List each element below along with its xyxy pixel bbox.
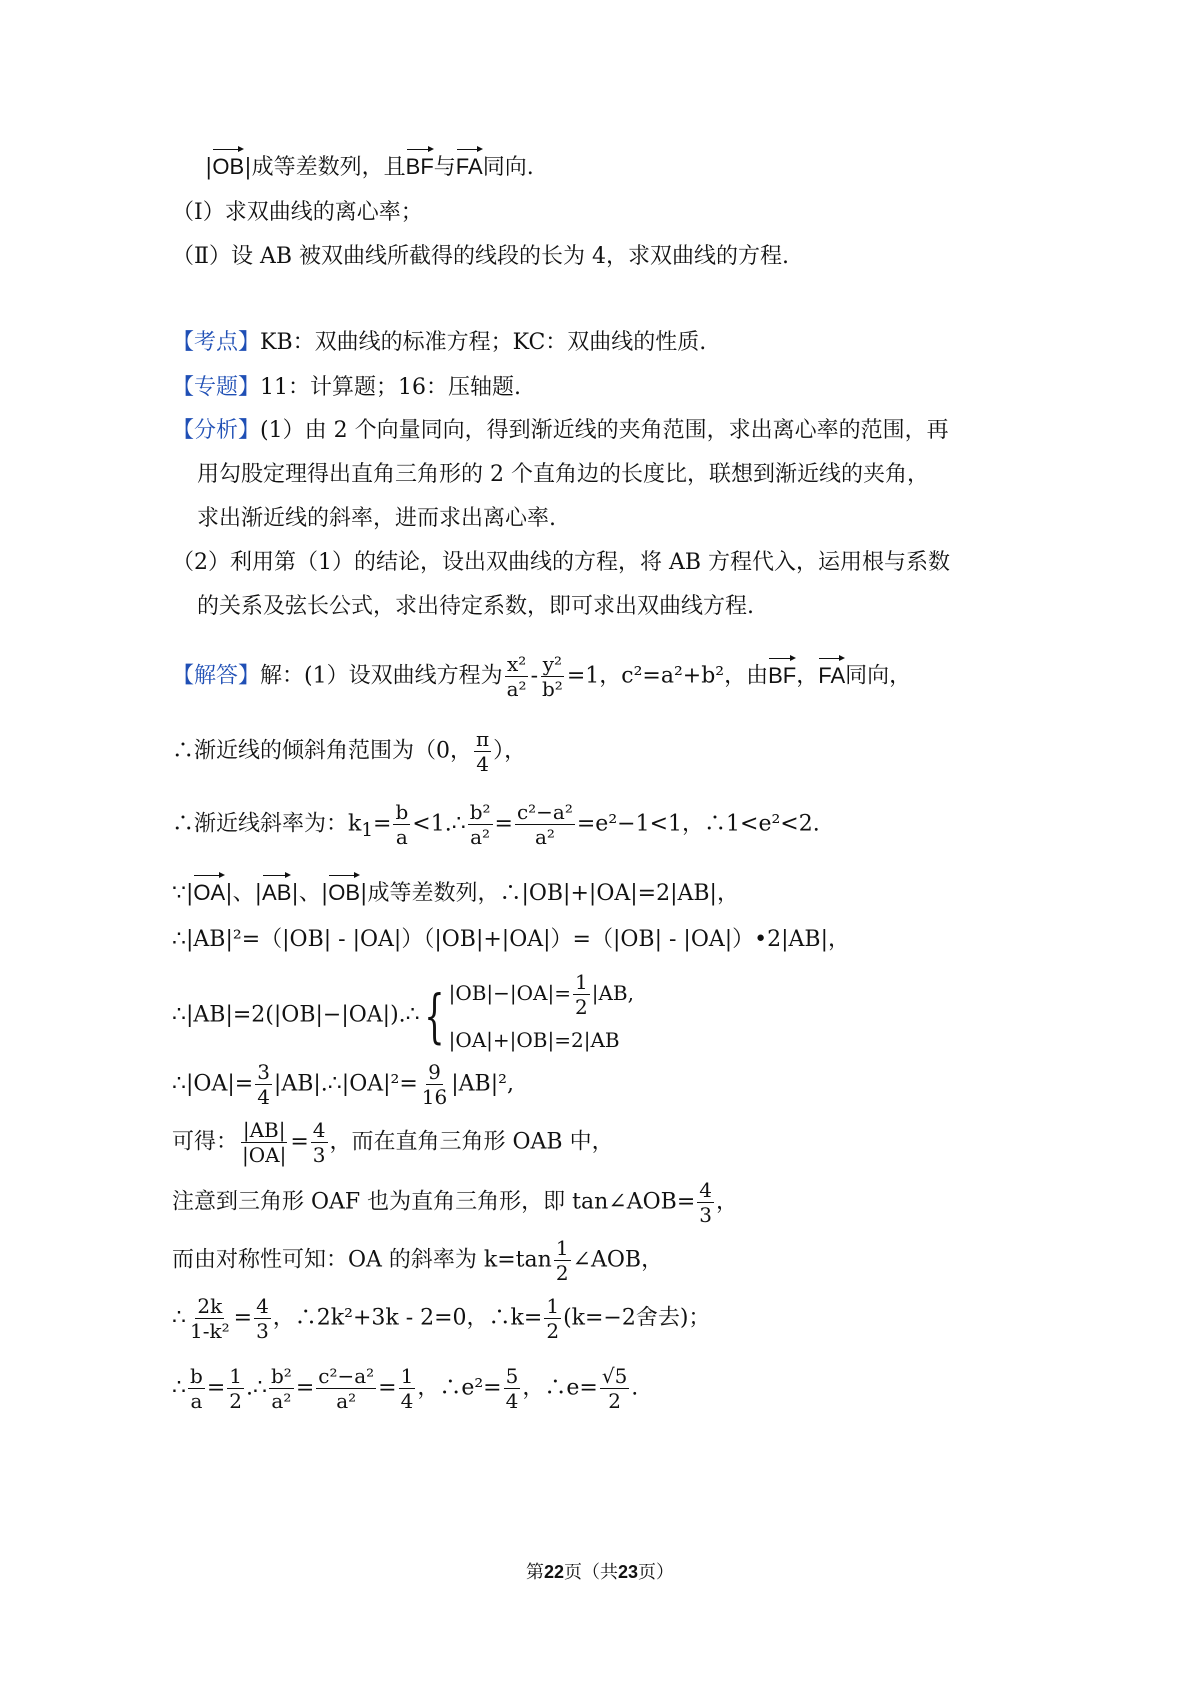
footer-mid: 页（共 <box>564 1562 618 1583</box>
jieda-tag: 【解答】 <box>172 663 261 689</box>
footer-pre: 第 <box>525 1562 544 1583</box>
jieda-line-9: 注意到三角形 OAF 也为直角三角形，即 tan∠AOB= $\frac{4}{3}$ ， <box>172 1178 739 1227</box>
fenxi-p2-line1: （2）利用第（1）的结论，设出双曲线的方程，将 AB 方程代入，运用根与系数 <box>172 550 951 575</box>
problem-part-2: （Ⅱ）设 AB 被双曲线所截得的线段的长为 4，求双曲线的方程. <box>172 244 789 269</box>
jieda-line-2: ∴渐近线的倾斜角范围为（0， $\frac{\pi}{4}$ ）， <box>172 727 527 776</box>
problem-part-1: （Ⅰ）求双曲线的离心率； <box>172 200 423 225</box>
jieda-line-11: ∴ $\frac{2k}{\text{1-k²}}$ = $\frac{4}{3}$ ，∴2k²+3k - 2=0，∴k= $\frac{1}{2}$ (k=−2舍去)； <box>172 1294 711 1343</box>
kaodian-text: KB：双曲线的标准方程；KC：双曲线的性质. <box>260 330 707 355</box>
fenxi-p1-line3: 求出渐近线的斜率，进而求出离心率. <box>197 506 556 531</box>
jieda-line-5: ∴|AB|²=（|OB| - |OA|）（|OB|+|OA|）=（|OB| - |OA|）•2|AB|， <box>172 927 851 952</box>
problem-line-1: |OB|成等差数列，且BF与FA同向. <box>205 148 534 183</box>
footer-page-number: 22 <box>543 1562 564 1582</box>
fenxi-tag: 【分析】 <box>172 418 261 443</box>
jieda-line-8: 可得： $\frac{|AB|}{|OA|}$ = $\frac{4}{3}$ ，而在直角三角形 OAB 中， <box>172 1118 614 1167</box>
zhuanti-text: 11：计算题；16：压轴题. <box>260 375 521 400</box>
zhuanti-tag: 【专题】 <box>172 375 261 400</box>
jieda-line-6: ∴|AB|=2(|OB|−|OA|).∴{ |OB|−|OA|= $\frac{1}{2}$ |AB, |OA|+|OB|=2|AB <box>172 970 634 1052</box>
jieda-line-3: ∴渐近线斜率为：$k_1=$ $\frac{b}{a}$ <1.∴ $\frac{\text{b²}}{\text{a²}}$ = $\frac{\text{c²−a²}}{\text{a²}}$ =e²−1<1，∴1<e²<2. <box>172 800 820 849</box>
jieda-line-12: ∴ $\frac{b}{a}$ = $\frac{1}{2}$ .∴ $\frac{\text{b²}}{\text{a²}}$ = $\frac{\text{c²−a²}}{\text{a²}}$ = $\frac{1}{4}$ ，∴e²= $\frac{5}{4}$ ，∴e= $\frac{√5}{2}$ . <box>172 1364 639 1413</box>
footer-post: 页） <box>638 1562 675 1583</box>
jieda-line-10: 而由对称性可知：OA 的斜率为 k=tan $\frac{1}{2}$ ∠AOB， <box>172 1236 664 1285</box>
abs-vec-ob: |OB| <box>205 155 252 180</box>
zhuanti-line <box>172 373 521 403</box>
jieda-line-1: 【解答】解：(1）设双曲线方程为 $\frac{\text{x²}}{\text{a²}}$ - $\frac{\text{y²}}{\text{b²}}$ =1，c²=a²+b²，由BF，FA同向， <box>172 652 912 701</box>
page-footer <box>0 1558 1200 1584</box>
jieda-line-4: ∵|OA|、|AB|、|OB|成等差数列，∴|OB|+|OA|=2|AB|， <box>172 874 739 909</box>
fenxi-p2-line2: 的关系及弦长公式，求出待定系数，即可求出双曲线方程. <box>197 594 754 619</box>
footer-total-pages: 23 <box>618 1562 639 1582</box>
jieda-line-7: ∴|OA|= $\frac{3}{4}$ |AB|.∴|OA|²= $\frac{9}{16}$ |AB|², <box>172 1060 514 1109</box>
fenxi-p1-line1: (1）由 2 个向量同向，得到渐近线的夹角范围，求出离心率的范围，再 <box>260 418 949 443</box>
kaodian-tag: 【考点】 <box>172 330 261 355</box>
fenxi-p1-line2: 用勾股定理得出直角三角形的 2 个直角边的长度比，联想到渐近线的夹角， <box>197 462 929 487</box>
kaodian-line <box>172 328 706 358</box>
fenxi-line-1 <box>172 416 949 446</box>
